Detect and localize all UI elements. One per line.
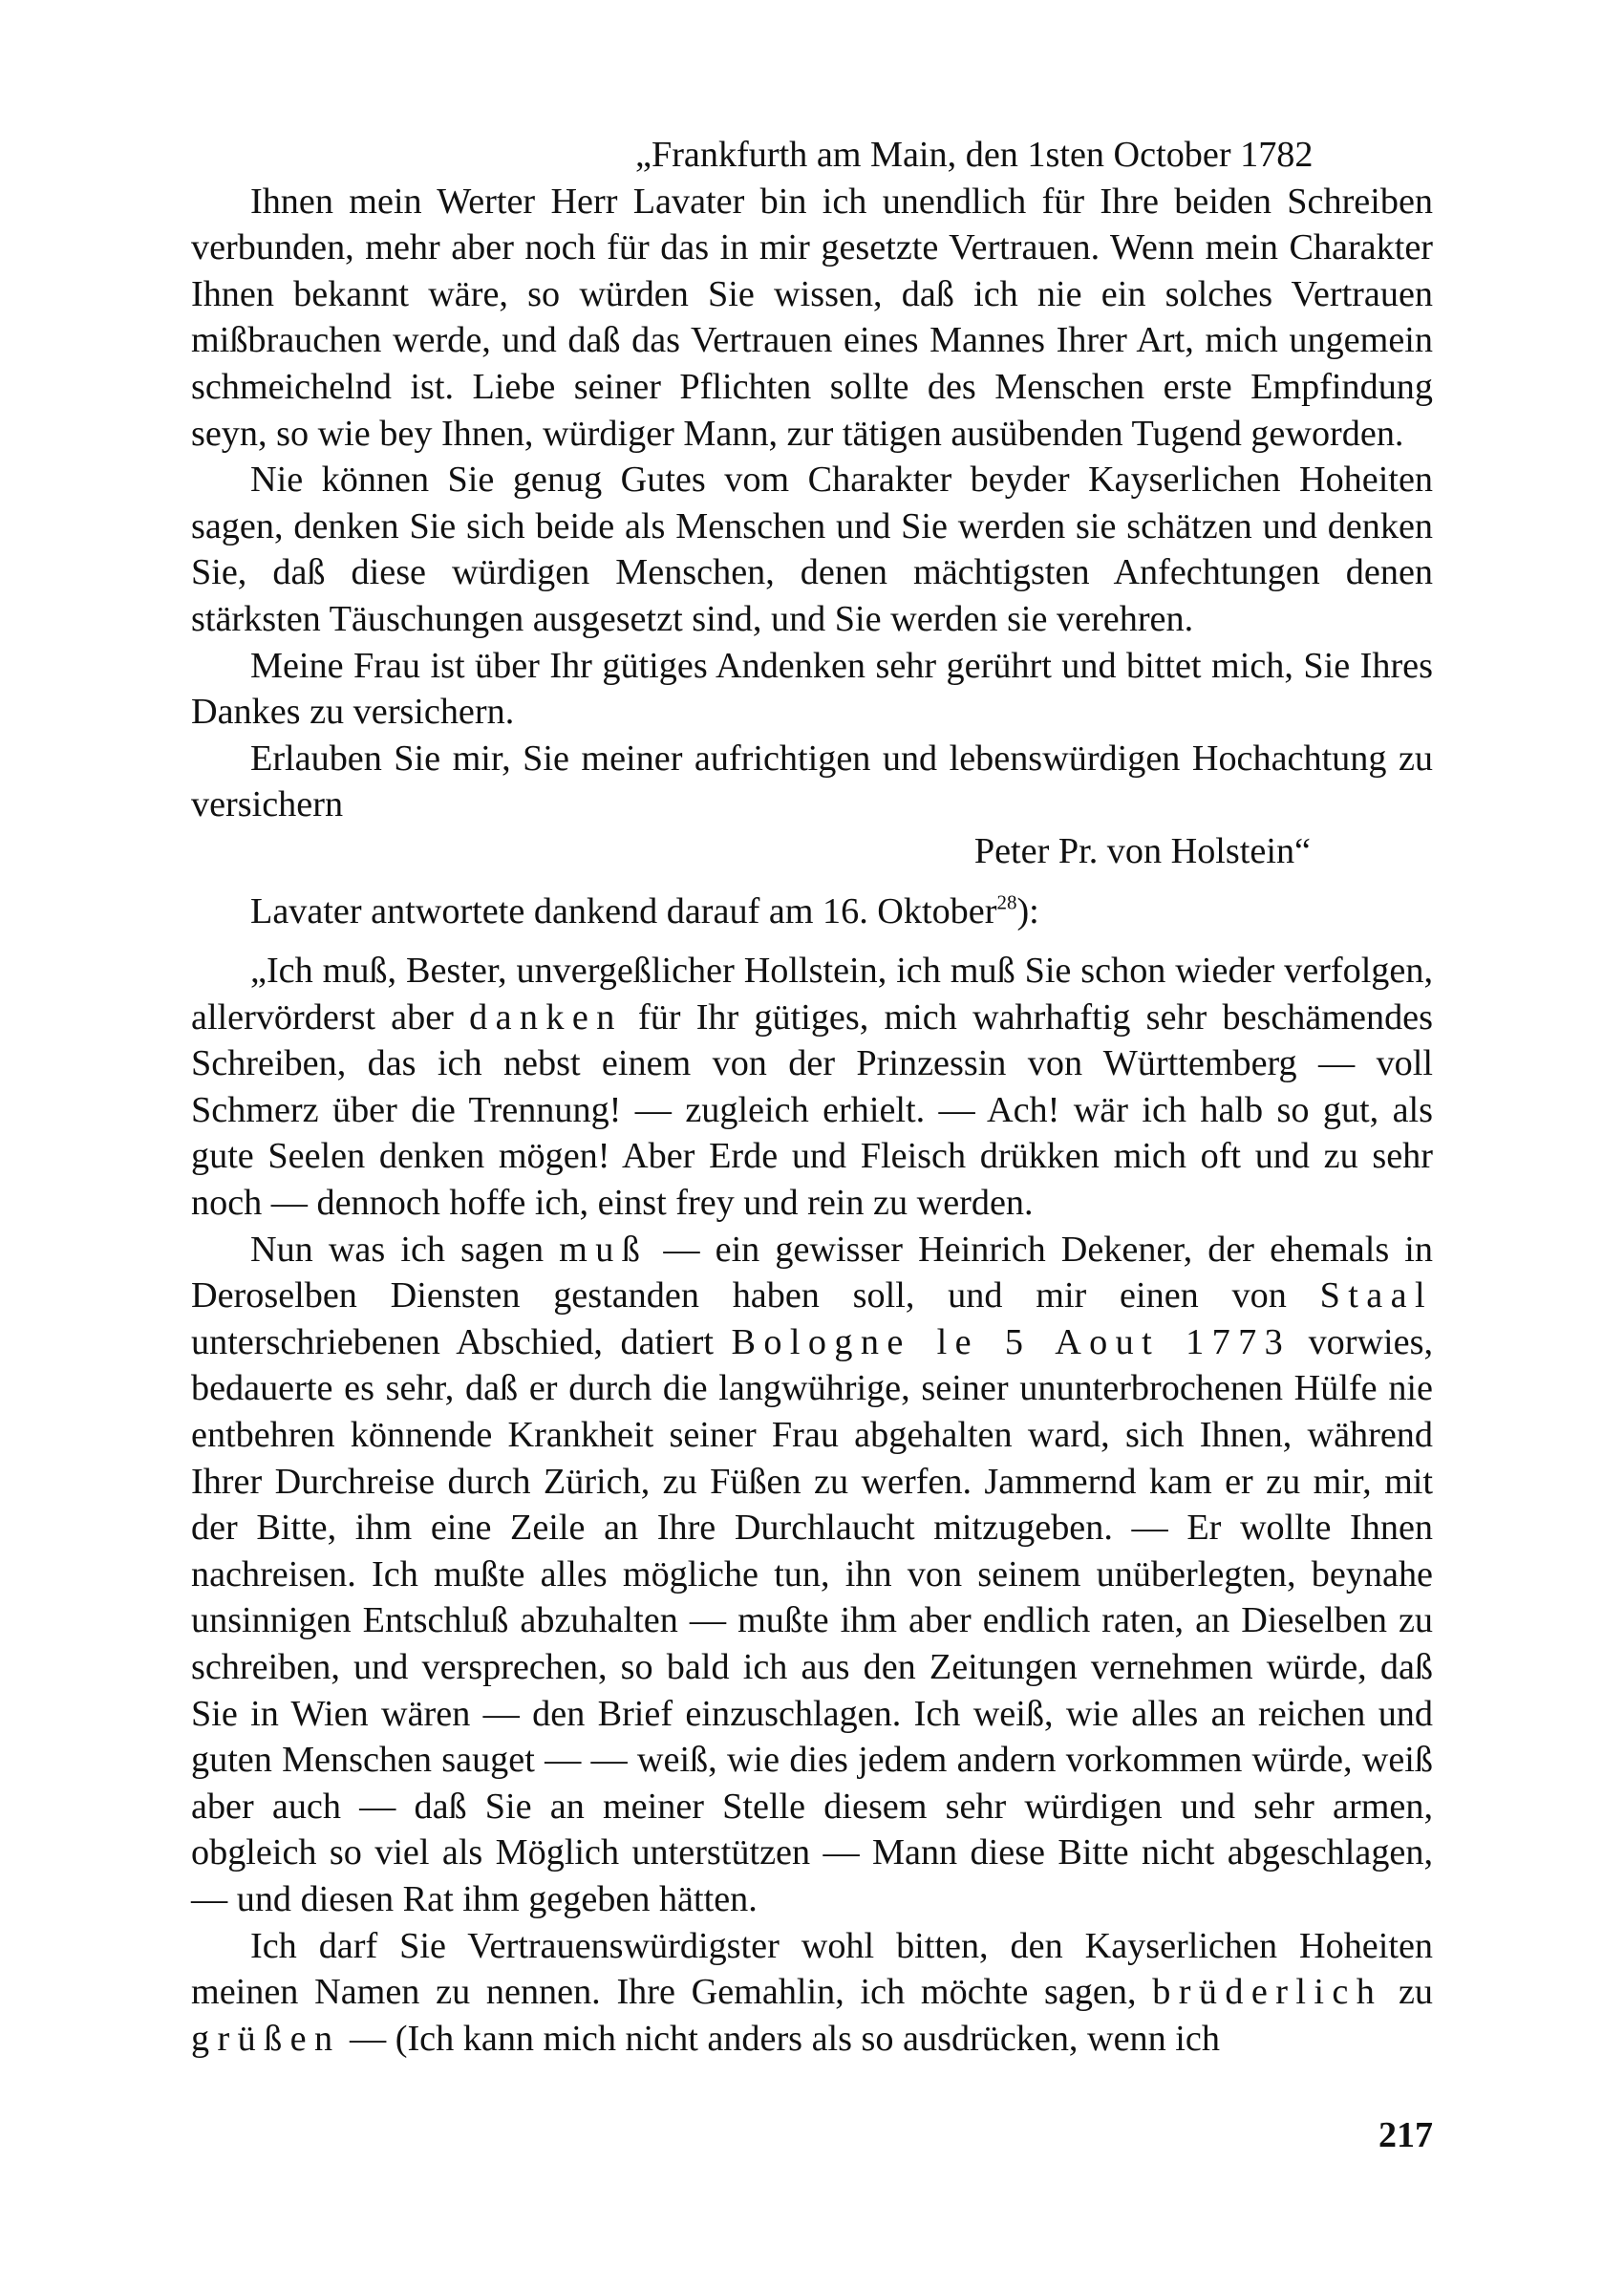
emphasis-spaced: Bologne le 5 Aout 1773 <box>731 1321 1292 1362</box>
text-run: — ein gewisser Heinrich Dekener, der ehemals in Deroselben Diensten gestanden haben soll, und mir einen von <box>191 1229 1433 1316</box>
text-run: — (Ich kann mich nicht anders als so ausdrücken, wenn ich <box>340 2018 1220 2059</box>
quoted-letter-paragraph <box>191 948 1433 1227</box>
paragraph: Nie können Sie genug Gutes vom Charakter beyder Kayserlichen Hoheiten sagen, denken Sie sich beide als Menschen und Sie werden sie schätzen und denken Sie, daß diese würdigen Menschen, denen mächtigsten Anfechtungen denen stärksten Täuschungen ausgesetzt sind, und Sie werden sie verehren. <box>191 460 1433 639</box>
paragraph: Erlauben Sie mir, Sie meiner aufrichtigen und lebenswürdigen Hochachtung zu versichern <box>191 738 1433 825</box>
quoted-letter-paragraph <box>191 1227 1433 1923</box>
page-number: 217 <box>1378 2115 1433 2155</box>
emphasis-spaced: muß <box>559 1229 649 1270</box>
letter-dateline: „Frankfurth am Main, den 1sten October 1782 <box>635 135 1314 175</box>
letter-signature: Peter Pr. von Holstein“ <box>973 830 1311 871</box>
body-text <box>191 132 1433 2062</box>
footnote-marker: 28 <box>996 889 1017 913</box>
text-run: zu <box>1382 1972 1433 2013</box>
text-run: vorwies, bedauerte es sehr, daß er durch die langwührige, seiner ununterbrochenen Hülfe nie entbehren könnende Krankheit seiner Frau abgehalten ward, sich Ihnen, während Ihrer Durchreise durch Zürich, zu Füßen zu werfen. Jammernd kam er zu mir, mit der Bitte, ihm eine Zeile an Ihre Durchlaucht mitzugeben. — Er wollte Ihnen nachreisen. Ich mußte alles mögliche tun, ihn von seinem unüberlegten, beynahe unsinnigen Entschluß abzuhalten — mußte ihm aber endlich raten, an Dieselben zu schreiben, und versprechen, so bald ich aus den Zeitungen vernehmen würde, daß Sie in Wien wären — den Brief einzuschlagen. Ich weiß, wie alles an reichen und guten Menschen sauget — — weiß, wie dies jedem andern vorkommen würde, weiß aber auch — daß Sie an meiner Stelle diesem sehr würdigen und sehr armen, obgleich so viel als Möglich unterstützen — Mann diese Bitte nicht abgeschlagen, — und diesen Rat ihm gegeben hätten. <box>191 1321 1434 1919</box>
reply-intro-text: Lavater antwortete dankend darauf am 16. Oktober <box>250 890 997 931</box>
paragraph: Meine Frau ist über Ihr gütiges Andenken sehr gerührt und bittet mich, Sie Ihres Dankes zu versichern. <box>191 645 1433 733</box>
text-run: unterschriebenen Abschied, datiert <box>191 1321 732 1362</box>
quoted-letter-paragraph <box>191 1923 1433 2063</box>
text-run: Nun was ich sagen <box>250 1229 560 1270</box>
paragraph: Ihnen mein Werter Herr Lavater bin ich unendlich für Ihre beiden Schreiben verbunden, mehr aber noch für das in mir gesetzte Vertrauen. Wenn mein Charakter Ihnen bekannt wäre, so würden Sie wissen, daß ich nie ein solches Vertrauen mißbrauchen werde, und daß das Vertrauen eines Mannes Ihrer Art, mich ungemein schmeichelnd ist. Liebe seiner Pflichten sollte des Menschen erste Empfindung seyn, so wie bey Ihnen, würdiger Mann, zur tätigen ausübenden Tugend geworden. <box>191 181 1433 454</box>
text-run: „Ich muß, Bester, unvergeßlicher Hollstein, ich muß Sie schon wieder verfolgen, allervörderst aber <box>191 951 1433 1038</box>
text-run: für Ihr gütiges, mich wahrhaftig sehr beschämendes Schreiben, das ich nebst einem von der Prinzessin von Württemberg — voll Schmerz über die Trennung! — zugleich erhielt. — Ach! wär ich halb so gut, als gute Seelen denken mögen! Aber Erde und Fleisch drükken mich oft und zu sehr noch — dennoch hoffe ich, einst frey und rein zu werden. <box>191 996 1433 1224</box>
emphasis-spaced: grüßen <box>191 2018 341 2059</box>
emphasis-spaced: brüderlich <box>1152 1972 1383 2013</box>
reply-intro-suffix: ): <box>1016 890 1039 931</box>
emphasis-spaced: danken <box>469 996 623 1038</box>
text-run: Ich darf Sie Vertrauenswürdigster wohl bitten, den Kayserlichen Hoheiten meinen Namen zu nennen. Ihre Gemahlin, ich möchte sagen, <box>191 1925 1433 2013</box>
reply-intro-paragraph <box>191 888 1433 935</box>
emphasis-spaced: Staal <box>1319 1275 1433 1316</box>
